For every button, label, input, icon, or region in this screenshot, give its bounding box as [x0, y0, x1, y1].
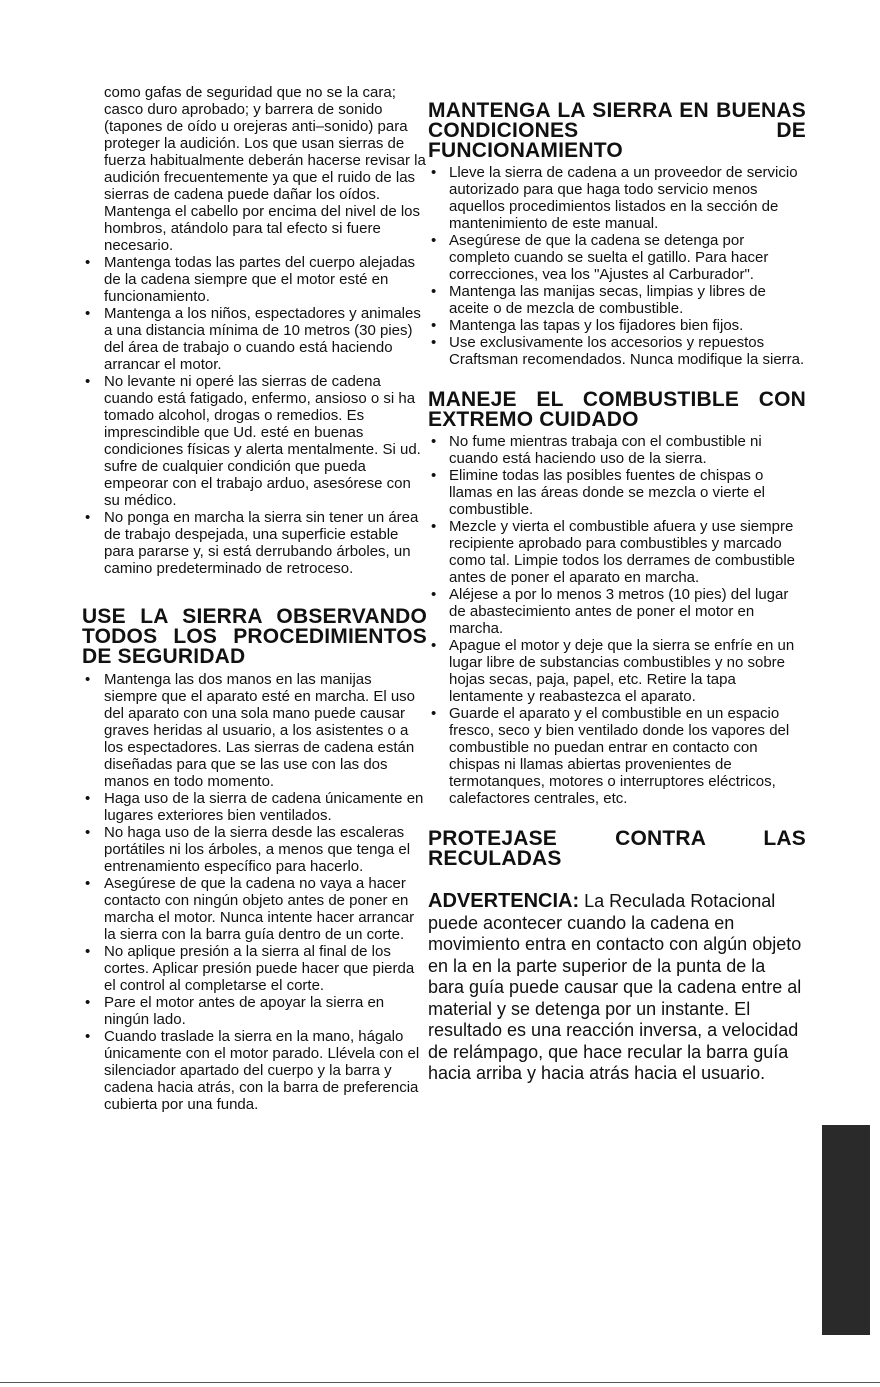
list-item: • Mantenga a los niños, espectadores y animales a una distancia mínima de 10 metros (30 pies) del área de trabajo o cuando está haciendo arrancar el motor. [82, 305, 427, 373]
section-tab-marker [822, 1125, 870, 1335]
list-item: • No levante ni operé las sierras de cadena cuando está fatigado, enfermo, ansioso o si ha tomado alcohol, drogas o remedios. Es imprescindible que Ud. esté en buenas condiciones físicas y alerta mentalmente. Si ud. sufre de cualquier condición que pueda empeorar con el trabajo arduo, asesórese con su médico. [82, 373, 427, 509]
warning-text: La Reculada Rotacional puede acontecer cuando la cadena en movimiento entra en contacto con algún objeto en la en la parte superior de la punta de la bara guía puede causar que la cadena entre al material y se detenga por un instante. El resultado es una reacción inversa, a velocidad de relámpago, que hace recular la barra guía hacia arriba y hacia atrás hacia el usuario. [428, 891, 802, 1084]
list-item: • Mezcle y vierta el combustible afuera y use siempre recipiente aprobado para combustibles y marcado como tal. Limpie todos los derrames de combustible antes de poner el aparato en marcha. [428, 518, 806, 586]
left-column [82, 84, 427, 1113]
list-item: • Apague el motor y deje que la sierra se enfríe en un lugar libre de substancias combustibles y no sobre hojas secas, paja, papel, etc. Retire la tapa lentamente y reabastezca el aparato. [428, 637, 806, 705]
list-item: • Asegúrese de que la cadena no vaya a hacer contacto con ningún objeto antes de poner en marcha el motor. Nunca intente hacer arrancar la sierra con la barra guía dentro de un corte. [82, 875, 427, 943]
list-item: • Guarde el aparato y el combustible en un espacio fresco, seco y bien ventilado donde los vapores del combustible no puedan entrar en contacto con chispas ni llamas abiertas provenientes de termotanques, motores o interruptores eléctricos, calefactores centrales, etc. [428, 705, 806, 807]
fuel-list [428, 433, 806, 807]
section-heading-safety-procedures: USE LA SIERRA OBSERVANDO TODOS LOS PROCEDIMIENTOS DE SEGURIDAD [82, 605, 427, 668]
section-heading-maintenance: MANTENGA LA SIERRA EN BUENAS CONDICIONES DE FUNCIONAMIENTO [428, 99, 806, 163]
personal-safety-list [82, 254, 427, 577]
right-column [428, 84, 806, 1085]
list-item: • Mantenga las dos manos en las manijas siempre que el aparato esté en marcha. El uso del aparato con una sola mano puede causar graves heridas al usuario, a los asistentes o a los espectadores. Las sierras de cadena están diseñadas para que se las use con las dos manos en todo momento. [82, 671, 427, 790]
intro-continuation: como gafas de seguridad que no se la cara; casco duro aprobado; y barrera de sonido (tapones de oído u orejeras anti–sonido) para proteger la audición. Los que usan sierras de fuerza habitualmente deberán hacerse revisar la audición frecuentemente ya que el ruido de las sierras de cadena puede dañar los oídos. Mantenga el cabello por encima del nivel de los hombros, atándolo para tal efecto si fuere necesario. [104, 84, 426, 254]
list-item: • Aléjese a por lo menos 3 metros (10 pies) del lugar de abastecimiento antes de poner el motor en marcha. [428, 586, 806, 637]
list-item: • Cuando traslade la sierra en la mano, hágalo únicamente con el motor parado. Llévela con el silenciador apartado del cuerpo y la barra y cadena hacia atrás, con la barra de preferencia cubierta por una funda. [82, 1028, 427, 1113]
section-heading-kickback: PROTEJASE CONTRA LAS RECULADAS [428, 827, 806, 871]
list-item: • Lleve la sierra de cadena a un proveedor de servicio autorizado para que haga todo servicio menos aquellos procedimientos listados en la sección de mantenimiento de este manual. [428, 164, 806, 232]
list-item: • Mantenga las manijas secas, limpias y libres de aceite o de mezcla de combustible. [428, 283, 806, 317]
warning-label: ADVERTENCIA: [428, 890, 580, 913]
maintenance-list [428, 164, 806, 368]
list-item: • Pare el motor antes de apoyar la sierra en ningún lado. [82, 994, 427, 1028]
list-item: • Mantenga las tapas y los fijadores bien fijos. [428, 317, 806, 334]
list-item: • No ponga en marcha la sierra sin tener un área de trabajo despejada, una superficie estable para pararse y, si está derrubando árboles, un camino predeterminado de retroceso. [82, 509, 427, 577]
list-item: • No aplique presión a la sierra al final de los cortes. Aplicar presión puede hacer que pierda el control al completarse el corte. [82, 943, 427, 994]
kickback-warning [428, 891, 806, 1085]
list-item: • Haga uso de la sierra de cadena únicamente en lugares exteriores bien ventilados. [82, 790, 427, 824]
page-bottom-rule [0, 1382, 880, 1383]
list-item: • Use exclusivamente los accesorios y repuestos Craftsman recomendados. Nunca modifique la sierra. [428, 334, 806, 368]
safety-procedures-list [82, 671, 427, 1113]
list-item: • No fume mientras trabaja con el combustible ni cuando está haciendo uso de la sierra. [428, 433, 806, 467]
section-heading-fuel: MANEJE EL COMBUSTIBLE CON EXTREMO CUIDADO [428, 388, 806, 432]
list-item: • Elimine todas las posibles fuentes de chispas o llamas en las áreas donde se mezcla o vierte el combustible. [428, 467, 806, 518]
list-item: • Mantenga todas las partes del cuerpo alejadas de la cadena siempre que el motor esté en funcionamiento. [82, 254, 427, 305]
list-item: • No haga uso de la sierra desde las escaleras portátiles ni los árboles, a menos que tenga el entrenamiento específico para hacerlo. [82, 824, 427, 875]
list-item: • Asegúrese de que la cadena se detenga por completo cuando se suelta el gatillo. Para hacer correcciones, vea los "Ajustes al Carburador". [428, 232, 806, 283]
